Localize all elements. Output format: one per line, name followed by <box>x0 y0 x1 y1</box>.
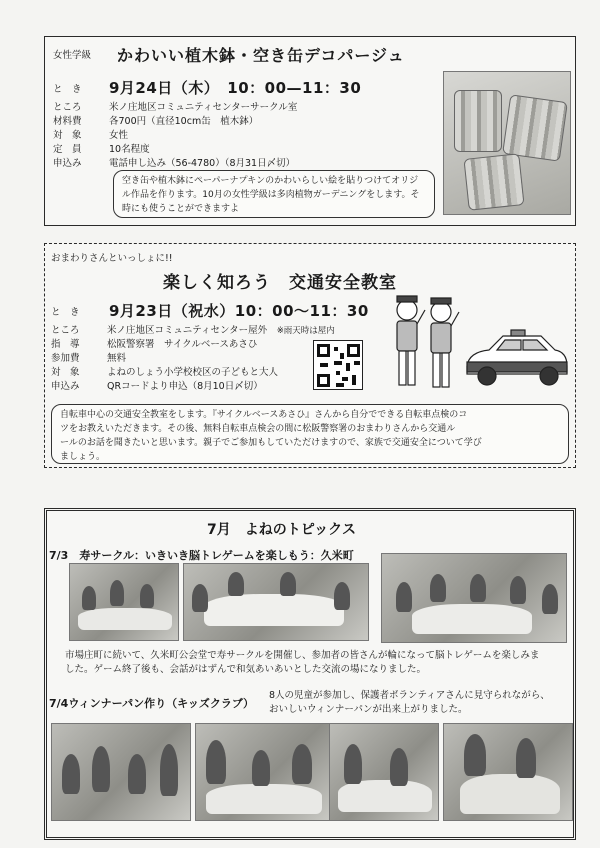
event2-when-key: と き <box>51 307 80 318</box>
event2-box <box>44 243 576 468</box>
event2-row: 参加費 無料 <box>51 353 127 364</box>
topic2-photo-1 <box>51 723 191 821</box>
topic1-photo-3 <box>381 553 567 643</box>
event2-when: 9月23日（祝水）10：00～11：30 <box>109 302 369 320</box>
topic1-photo-2 <box>183 563 369 641</box>
topics-box <box>44 508 576 840</box>
event2-row: 申込み QRコードより申込（8月10日〆切） <box>51 381 263 392</box>
event2-kicker: おまわりさんといっしょに!! <box>51 253 173 264</box>
event1-row: 申込み 電話申し込み（56-4780）（8月31日〆切） <box>53 158 296 169</box>
topics-header: 7月 よねのトピックス <box>207 522 357 538</box>
event2-title: 楽しく知ろう 交通安全教室 <box>163 273 397 293</box>
topic1-text: 市場庄町に続いて、久米町公会堂で寿サークルを開催し、参加者の皆さんが輪になって脳トレゲームを楽しみま した。ゲーム終了後も、会話がはずんで和気あいあいとした交流の場になりました。 <box>65 650 540 675</box>
event1-box <box>44 36 576 226</box>
qr-code[interactable] <box>313 340 363 390</box>
event1-row: 定 員 10名程度 <box>53 144 150 155</box>
event1-when: 9月24日（木） 10：00—11：30 <box>109 79 362 97</box>
decoupage-cans-photo <box>443 71 571 215</box>
police-car-illustration <box>461 318 571 394</box>
event2-note: 自転車中心の交通安全教室をします。『サイクルベースあさひ』さんから自分でできる自転車点検のコ ツをお教えいただきます。その後、無料自転車点検会の間に松阪警察署のおまわりさんから交通ル ールのお話を聞きたいと思います。親子でご参加もしていただけますので、家族で交通安全について学び ましょう。 <box>51 404 569 464</box>
event1-row: 材料費 各700円（直径10cm缶 植木鉢） <box>53 116 259 127</box>
topic1-title: 7/3 寿サークル：いきいき脳トレゲームを楽しもう：久米町 <box>49 549 354 562</box>
topic2-photo-2 <box>195 723 331 821</box>
topic2-photo-3 <box>329 723 439 821</box>
topic2-text: 8人の児童が参加し、保護者ボランティアさんに見守られながら、 おいしいウィンナーパンが出来上がりました。 <box>269 690 550 715</box>
event1-category: 女性学級 <box>53 50 92 61</box>
event2-row: 指 導 松阪警察署 サイクルベースあさひ <box>51 339 258 350</box>
event2-row: 対 象 よねのしょう小学校校区の子どもと大人 <box>51 367 279 378</box>
event1-note: 空き缶や植木鉢にペーパーナプキンのかわいらしい絵を貼りつけてオリジ ル作品を作ります。10月の女性学級は多肉植物ガーデニングをします。そ 時にも使うことができますよ <box>113 170 435 218</box>
event1-when-key: と き <box>53 84 82 95</box>
topic2-photo-4 <box>443 723 573 821</box>
event1-title: かわいい植木鉢・空き缶デコパージュ <box>117 46 405 65</box>
event1-row: ところ 米ノ庄地区コミュニティセンターサークル室 <box>53 102 298 113</box>
police-officers-illustration <box>385 288 465 398</box>
event2-row: ところ 米ノ庄地区コミュニティセンター屋外 ※雨天時は屋内 <box>51 325 335 336</box>
event1-row: 対 象 女性 <box>53 130 129 141</box>
topic1-photo-1 <box>69 563 179 641</box>
topic2-title: 7/4ウィンナーパン作り（キッズクラブ） <box>49 697 255 710</box>
